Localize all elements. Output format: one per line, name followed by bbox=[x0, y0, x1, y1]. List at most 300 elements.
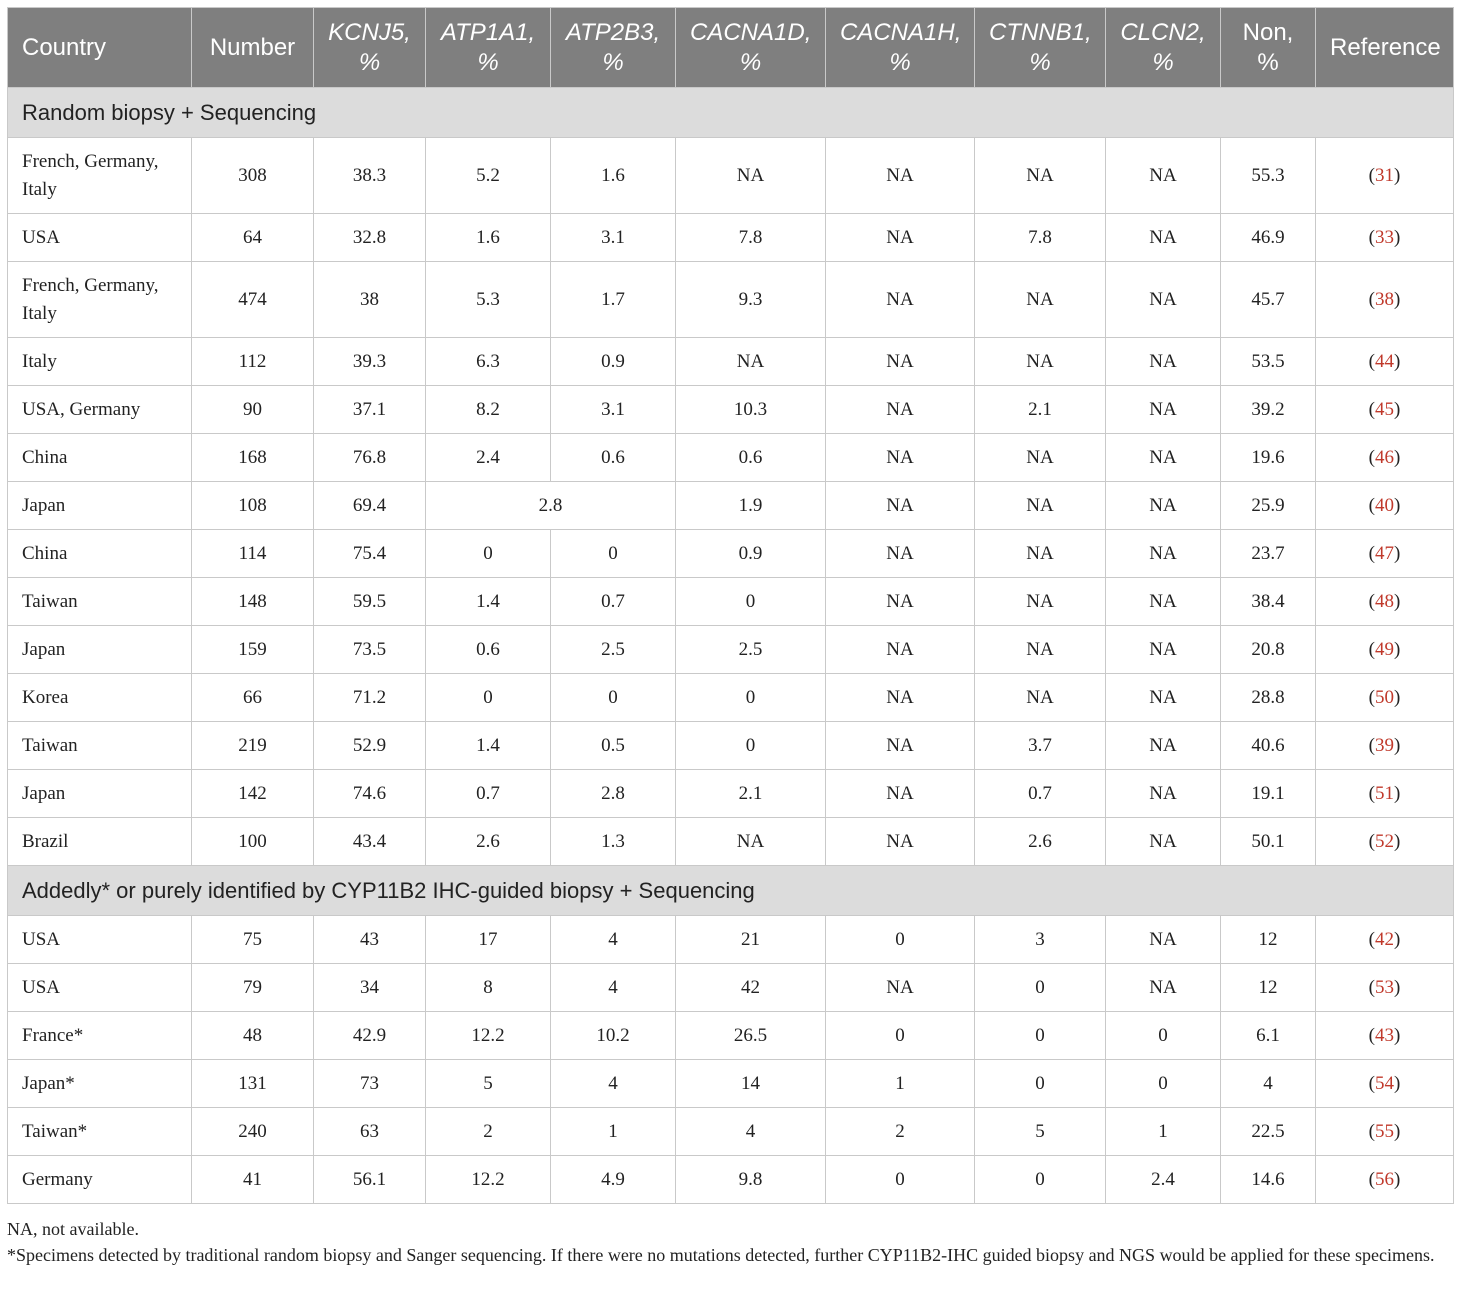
data-cell: NA bbox=[1106, 262, 1221, 338]
data-cell: 0 bbox=[676, 578, 826, 626]
table-row bbox=[8, 964, 1454, 1012]
data-cell: 8 bbox=[426, 964, 551, 1012]
reference-cell bbox=[1316, 434, 1454, 482]
reference-open-paren: ( bbox=[1368, 928, 1375, 950]
reference-close-paren: ) bbox=[1394, 350, 1401, 372]
data-cell: 73.5 bbox=[314, 626, 426, 674]
table-row bbox=[8, 1108, 1454, 1156]
reference-link[interactable]: 39 bbox=[1375, 734, 1394, 756]
data-cell: 63 bbox=[314, 1108, 426, 1156]
data-cell: 71.2 bbox=[314, 674, 426, 722]
data-cell: 21 bbox=[676, 916, 826, 964]
data-cell: 0 bbox=[1106, 1060, 1221, 1108]
reference-cell bbox=[1316, 262, 1454, 338]
data-cell: NA bbox=[826, 674, 975, 722]
data-cell: NA bbox=[975, 482, 1106, 530]
data-cell: 1.7 bbox=[551, 262, 676, 338]
reference-close-paren: ) bbox=[1394, 542, 1401, 564]
data-cell: 10.3 bbox=[676, 386, 826, 434]
table-row bbox=[8, 338, 1454, 386]
data-cell: NA bbox=[826, 626, 975, 674]
reference-link[interactable]: 53 bbox=[1375, 976, 1394, 998]
data-cell: 142 bbox=[192, 770, 314, 818]
reference-open-paren: ( bbox=[1368, 1072, 1375, 1094]
data-cell: 168 bbox=[192, 434, 314, 482]
reference-open-paren: ( bbox=[1368, 494, 1375, 516]
data-cell: NA bbox=[1106, 578, 1221, 626]
data-cell: NA bbox=[826, 530, 975, 578]
data-cell: 23.7 bbox=[1221, 530, 1316, 578]
data-cell: 2.4 bbox=[426, 434, 551, 482]
data-cell: NA bbox=[826, 722, 975, 770]
reference-cell bbox=[1316, 482, 1454, 530]
data-cell: NA bbox=[1106, 434, 1221, 482]
table-body bbox=[8, 88, 1454, 1204]
column-header-unit: % bbox=[739, 48, 762, 76]
data-cell: 52.9 bbox=[314, 722, 426, 770]
data-cell: 45.7 bbox=[1221, 262, 1316, 338]
data-cell: NA bbox=[1106, 214, 1221, 262]
data-cell: 0 bbox=[975, 1156, 1106, 1204]
reference-link[interactable]: 45 bbox=[1375, 398, 1394, 420]
data-cell: 112 bbox=[192, 338, 314, 386]
footnote-na: NA, not available. bbox=[7, 1219, 139, 1239]
data-cell: NA bbox=[1106, 530, 1221, 578]
column-header-label: CTNNB1, bbox=[989, 18, 1092, 46]
data-cell: 19.1 bbox=[1221, 770, 1316, 818]
column-header bbox=[314, 8, 426, 88]
data-cell: 7.8 bbox=[975, 214, 1106, 262]
column-header-unit: % bbox=[477, 48, 499, 76]
reference-open-paren: ( bbox=[1368, 398, 1375, 420]
reference-close-paren: ) bbox=[1394, 638, 1401, 660]
data-cell: 17 bbox=[426, 916, 551, 964]
table-row bbox=[8, 138, 1454, 214]
data-cell: 0 bbox=[676, 674, 826, 722]
reference-cell bbox=[1316, 338, 1454, 386]
data-cell: 240 bbox=[192, 1108, 314, 1156]
data-cell: 38 bbox=[314, 262, 426, 338]
reference-link[interactable]: 54 bbox=[1375, 1072, 1394, 1094]
data-cell: 2.8 bbox=[426, 482, 676, 530]
data-cell: 1 bbox=[1106, 1108, 1221, 1156]
column-header bbox=[426, 8, 551, 88]
data-cell: NA bbox=[826, 482, 975, 530]
column-header-unit: % bbox=[889, 48, 911, 76]
column-header-label: Country bbox=[22, 33, 107, 61]
column-header-unit: % bbox=[602, 48, 624, 76]
reference-open-paren: ( bbox=[1368, 350, 1375, 372]
reference-link[interactable]: 31 bbox=[1375, 164, 1394, 186]
country-cell: French, Germany, Italy bbox=[8, 262, 192, 338]
data-cell: 34 bbox=[314, 964, 426, 1012]
data-cell: 5 bbox=[975, 1108, 1106, 1156]
data-cell: 0 bbox=[551, 674, 676, 722]
data-cell: NA bbox=[826, 964, 975, 1012]
data-cell: NA bbox=[1106, 674, 1221, 722]
data-cell: NA bbox=[826, 338, 975, 386]
reference-open-paren: ( bbox=[1368, 226, 1375, 248]
data-cell: NA bbox=[826, 262, 975, 338]
column-header-label: KCNJ5, bbox=[328, 18, 411, 46]
reference-close-paren: ) bbox=[1394, 734, 1401, 756]
data-cell: 2.5 bbox=[551, 626, 676, 674]
country-cell: USA bbox=[8, 916, 192, 964]
data-cell: NA bbox=[975, 338, 1106, 386]
country-cell: Italy bbox=[8, 338, 192, 386]
reference-cell bbox=[1316, 626, 1454, 674]
footnote-asterisk: *Specimens detected by traditional random biopsy and Sanger sequencing. If there were no mutations detected, further CYP11B2-IHC guided biopsy and NGS would be applied for these specimens. bbox=[7, 1245, 1435, 1265]
reference-open-paren: ( bbox=[1368, 686, 1375, 708]
data-cell: 0 bbox=[1106, 1012, 1221, 1060]
data-cell: 1 bbox=[551, 1108, 676, 1156]
column-header-unit: % bbox=[1257, 48, 1279, 76]
reference-cell bbox=[1316, 1108, 1454, 1156]
data-cell: NA bbox=[826, 138, 975, 214]
reference-close-paren: ) bbox=[1394, 1024, 1401, 1046]
reference-cell bbox=[1316, 1156, 1454, 1204]
reference-close-paren: ) bbox=[1394, 1072, 1401, 1094]
data-cell: NA bbox=[826, 386, 975, 434]
data-cell: 2 bbox=[426, 1108, 551, 1156]
data-cell: 76.8 bbox=[314, 434, 426, 482]
table-row bbox=[8, 1012, 1454, 1060]
reference-close-paren: ) bbox=[1394, 782, 1401, 804]
reference-cell bbox=[1316, 1060, 1454, 1108]
header-row bbox=[8, 8, 1454, 88]
data-cell: 3 bbox=[975, 916, 1106, 964]
data-cell: 4 bbox=[1221, 1060, 1316, 1108]
country-cell: Taiwan* bbox=[8, 1108, 192, 1156]
data-cell: 1.9 bbox=[676, 482, 826, 530]
data-cell: 9.3 bbox=[676, 262, 826, 338]
table-row bbox=[8, 262, 1454, 338]
reference-link[interactable]: 46 bbox=[1375, 446, 1394, 468]
data-cell: NA bbox=[826, 578, 975, 626]
country-cell: Taiwan bbox=[8, 722, 192, 770]
reference-cell bbox=[1316, 674, 1454, 722]
reference-close-paren: ) bbox=[1394, 976, 1401, 998]
reference-open-paren: ( bbox=[1368, 1168, 1375, 1190]
reference-cell bbox=[1316, 386, 1454, 434]
data-cell: NA bbox=[975, 530, 1106, 578]
reference-link[interactable]: 43 bbox=[1375, 1024, 1394, 1046]
data-cell: NA bbox=[1106, 338, 1221, 386]
country-cell: USA, Germany bbox=[8, 386, 192, 434]
data-cell: 19.6 bbox=[1221, 434, 1316, 482]
data-cell: 66 bbox=[192, 674, 314, 722]
reference-open-paren: ( bbox=[1368, 734, 1375, 756]
table-row bbox=[8, 530, 1454, 578]
data-cell: NA bbox=[1106, 482, 1221, 530]
reference-open-paren: ( bbox=[1368, 638, 1375, 660]
data-cell: 42.9 bbox=[314, 1012, 426, 1060]
data-cell: 38.3 bbox=[314, 138, 426, 214]
data-cell: 4 bbox=[551, 964, 676, 1012]
data-cell: 20.8 bbox=[1221, 626, 1316, 674]
reference-link[interactable]: 51 bbox=[1375, 782, 1394, 804]
data-cell: 8.2 bbox=[426, 386, 551, 434]
reference-open-paren: ( bbox=[1368, 1120, 1375, 1142]
reference-cell bbox=[1316, 770, 1454, 818]
reference-link[interactable]: 55 bbox=[1375, 1120, 1394, 1142]
country-cell: Taiwan bbox=[8, 578, 192, 626]
reference-cell bbox=[1316, 722, 1454, 770]
column-header-label: CACNA1H, bbox=[840, 18, 962, 46]
data-cell: 1.4 bbox=[426, 578, 551, 626]
data-cell: 0 bbox=[826, 916, 975, 964]
data-cell: 2 bbox=[826, 1108, 975, 1156]
data-cell: NA bbox=[1106, 770, 1221, 818]
data-cell: 2.8 bbox=[551, 770, 676, 818]
data-cell: 12.2 bbox=[426, 1012, 551, 1060]
country-cell: Germany bbox=[8, 1156, 192, 1204]
data-cell: NA bbox=[676, 138, 826, 214]
reference-link[interactable]: 56 bbox=[1375, 1168, 1394, 1190]
data-cell: 48 bbox=[192, 1012, 314, 1060]
data-cell: 75.4 bbox=[314, 530, 426, 578]
data-cell: 2.4 bbox=[1106, 1156, 1221, 1204]
data-cell: 12 bbox=[1221, 964, 1316, 1012]
table-row bbox=[8, 818, 1454, 866]
data-cell: 39.2 bbox=[1221, 386, 1316, 434]
data-cell: 10.2 bbox=[551, 1012, 676, 1060]
data-cell: 2.1 bbox=[975, 386, 1106, 434]
data-cell: 5 bbox=[426, 1060, 551, 1108]
column-header-label: ATP1A1, bbox=[440, 18, 536, 46]
data-cell: 22.5 bbox=[1221, 1108, 1316, 1156]
column-header-label: CLCN2, bbox=[1120, 18, 1206, 46]
data-cell: 1.4 bbox=[426, 722, 551, 770]
data-cell: 0 bbox=[975, 1060, 1106, 1108]
column-header bbox=[551, 8, 676, 88]
column-header bbox=[1106, 8, 1221, 88]
table-header bbox=[8, 8, 1454, 88]
data-cell: 64 bbox=[192, 214, 314, 262]
reference-close-paren: ) bbox=[1394, 1120, 1401, 1142]
data-cell: 0.6 bbox=[426, 626, 551, 674]
data-cell: 12.2 bbox=[426, 1156, 551, 1204]
data-cell: 3.7 bbox=[975, 722, 1106, 770]
data-cell: 100 bbox=[192, 818, 314, 866]
table-row bbox=[8, 1060, 1454, 1108]
reference-cell bbox=[1316, 138, 1454, 214]
reference-open-paren: ( bbox=[1368, 288, 1375, 310]
reference-link[interactable]: 52 bbox=[1375, 830, 1394, 852]
reference-cell bbox=[1316, 964, 1454, 1012]
reference-link[interactable]: 42 bbox=[1375, 928, 1394, 950]
country-cell: Korea bbox=[8, 674, 192, 722]
table-container bbox=[7, 7, 1453, 1204]
reference-link[interactable]: 50 bbox=[1375, 686, 1394, 708]
column-header bbox=[192, 8, 314, 88]
data-cell: 56.1 bbox=[314, 1156, 426, 1204]
country-cell: Japan* bbox=[8, 1060, 192, 1108]
country-cell: French, Germany, Italy bbox=[8, 138, 192, 214]
reference-cell bbox=[1316, 916, 1454, 964]
reference-open-paren: ( bbox=[1368, 830, 1375, 852]
reference-close-paren: ) bbox=[1394, 226, 1401, 248]
table-row bbox=[8, 214, 1454, 262]
data-cell: NA bbox=[676, 818, 826, 866]
data-cell: 53.5 bbox=[1221, 338, 1316, 386]
table-row bbox=[8, 916, 1454, 964]
data-cell: NA bbox=[975, 578, 1106, 626]
data-cell: 0.7 bbox=[551, 578, 676, 626]
reference-open-paren: ( bbox=[1368, 542, 1375, 564]
data-cell: 0.6 bbox=[676, 434, 826, 482]
reference-close-paren: ) bbox=[1394, 288, 1401, 310]
data-cell: 2.5 bbox=[676, 626, 826, 674]
country-cell: Japan bbox=[8, 770, 192, 818]
data-cell: 3.1 bbox=[551, 386, 676, 434]
reference-link[interactable]: 38 bbox=[1375, 288, 1394, 310]
data-cell: 4 bbox=[551, 916, 676, 964]
reference-link[interactable]: 40 bbox=[1375, 494, 1394, 516]
reference-cell bbox=[1316, 818, 1454, 866]
reference-link[interactable]: 48 bbox=[1375, 590, 1394, 612]
data-cell: 3.1 bbox=[551, 214, 676, 262]
data-cell: 114 bbox=[192, 530, 314, 578]
data-cell: 2.6 bbox=[975, 818, 1106, 866]
reference-link[interactable]: 47 bbox=[1375, 542, 1394, 564]
data-cell: 40.6 bbox=[1221, 722, 1316, 770]
data-cell: 69.4 bbox=[314, 482, 426, 530]
data-cell: 37.1 bbox=[314, 386, 426, 434]
data-cell: 32.8 bbox=[314, 214, 426, 262]
data-cell: 74.6 bbox=[314, 770, 426, 818]
data-cell: NA bbox=[1106, 386, 1221, 434]
data-cell: 108 bbox=[192, 482, 314, 530]
column-header-label: CACNA1D, bbox=[690, 18, 812, 46]
table-footnotes bbox=[7, 1216, 1453, 1268]
data-cell: 14 bbox=[676, 1060, 826, 1108]
table-row bbox=[8, 770, 1454, 818]
column-header bbox=[676, 8, 826, 88]
reference-open-paren: ( bbox=[1368, 782, 1375, 804]
country-cell: China bbox=[8, 530, 192, 578]
reference-open-paren: ( bbox=[1368, 1024, 1375, 1046]
table-row bbox=[8, 482, 1454, 530]
data-cell: 43 bbox=[314, 916, 426, 964]
table-row bbox=[8, 434, 1454, 482]
reference-link[interactable]: 33 bbox=[1375, 226, 1394, 248]
data-cell: NA bbox=[975, 674, 1106, 722]
reference-link[interactable]: 44 bbox=[1375, 350, 1394, 372]
table-row bbox=[8, 386, 1454, 434]
reference-cell bbox=[1316, 530, 1454, 578]
data-cell: NA bbox=[676, 338, 826, 386]
country-cell: Brazil bbox=[8, 818, 192, 866]
data-cell: NA bbox=[1106, 722, 1221, 770]
data-cell: 308 bbox=[192, 138, 314, 214]
data-cell: NA bbox=[826, 434, 975, 482]
reference-close-paren: ) bbox=[1394, 830, 1401, 852]
data-cell: 0 bbox=[426, 674, 551, 722]
section-row bbox=[8, 866, 1454, 916]
data-cell: NA bbox=[826, 214, 975, 262]
data-cell: NA bbox=[826, 770, 975, 818]
data-cell: NA bbox=[975, 138, 1106, 214]
data-cell: 2.6 bbox=[426, 818, 551, 866]
data-cell: 9.8 bbox=[676, 1156, 826, 1204]
data-cell: 0 bbox=[676, 722, 826, 770]
data-cell: 1.6 bbox=[551, 138, 676, 214]
data-cell: NA bbox=[975, 626, 1106, 674]
data-cell: 38.4 bbox=[1221, 578, 1316, 626]
data-cell: 0.7 bbox=[975, 770, 1106, 818]
data-cell: 0 bbox=[551, 530, 676, 578]
country-cell: Japan bbox=[8, 482, 192, 530]
reference-open-paren: ( bbox=[1368, 446, 1375, 468]
column-header-label: Number bbox=[209, 33, 296, 61]
data-cell: NA bbox=[1106, 818, 1221, 866]
reference-close-paren: ) bbox=[1394, 686, 1401, 708]
data-cell: 0.9 bbox=[551, 338, 676, 386]
data-cell: 90 bbox=[192, 386, 314, 434]
data-cell: 4.9 bbox=[551, 1156, 676, 1204]
data-cell: 0 bbox=[426, 530, 551, 578]
data-cell: 0.9 bbox=[676, 530, 826, 578]
data-cell: NA bbox=[975, 262, 1106, 338]
data-cell: 79 bbox=[192, 964, 314, 1012]
reference-open-paren: ( bbox=[1368, 590, 1375, 612]
data-cell: 43.4 bbox=[314, 818, 426, 866]
data-cell: 14.6 bbox=[1221, 1156, 1316, 1204]
table-row bbox=[8, 578, 1454, 626]
data-cell: NA bbox=[1106, 626, 1221, 674]
column-header-label: Non, bbox=[1242, 18, 1294, 46]
data-cell: 4 bbox=[551, 1060, 676, 1108]
table-row bbox=[8, 722, 1454, 770]
data-cell: 2.1 bbox=[676, 770, 826, 818]
data-cell: 6.1 bbox=[1221, 1012, 1316, 1060]
data-cell: 1.6 bbox=[426, 214, 551, 262]
data-cell: 148 bbox=[192, 578, 314, 626]
country-cell: USA bbox=[8, 214, 192, 262]
data-cell: 46.9 bbox=[1221, 214, 1316, 262]
data-cell: 131 bbox=[192, 1060, 314, 1108]
table-row bbox=[8, 674, 1454, 722]
data-cell: 0.6 bbox=[551, 434, 676, 482]
data-cell: 39.3 bbox=[314, 338, 426, 386]
reference-close-paren: ) bbox=[1394, 494, 1401, 516]
section-title: Addedly* or purely identified by CYP11B2 IHC-guided biopsy + Sequencing bbox=[8, 866, 1454, 916]
data-cell: 6.3 bbox=[426, 338, 551, 386]
data-cell: NA bbox=[1106, 964, 1221, 1012]
data-cell: 159 bbox=[192, 626, 314, 674]
data-cell: 0 bbox=[975, 1012, 1106, 1060]
data-cell: NA bbox=[826, 818, 975, 866]
data-cell: NA bbox=[1106, 138, 1221, 214]
data-cell: 41 bbox=[192, 1156, 314, 1204]
column-header bbox=[1221, 8, 1316, 88]
reference-close-paren: ) bbox=[1394, 590, 1401, 612]
data-cell: 28.8 bbox=[1221, 674, 1316, 722]
reference-link[interactable]: 49 bbox=[1375, 638, 1394, 660]
data-cell: 219 bbox=[192, 722, 314, 770]
table-row bbox=[8, 626, 1454, 674]
reference-close-paren: ) bbox=[1394, 928, 1401, 950]
data-cell: 0 bbox=[975, 964, 1106, 1012]
country-cell: USA bbox=[8, 964, 192, 1012]
country-cell: France* bbox=[8, 1012, 192, 1060]
data-cell: 1.3 bbox=[551, 818, 676, 866]
reference-open-paren: ( bbox=[1368, 976, 1375, 998]
data-cell: 0 bbox=[826, 1156, 975, 1204]
data-cell: 7.8 bbox=[676, 214, 826, 262]
data-cell: 0.7 bbox=[426, 770, 551, 818]
